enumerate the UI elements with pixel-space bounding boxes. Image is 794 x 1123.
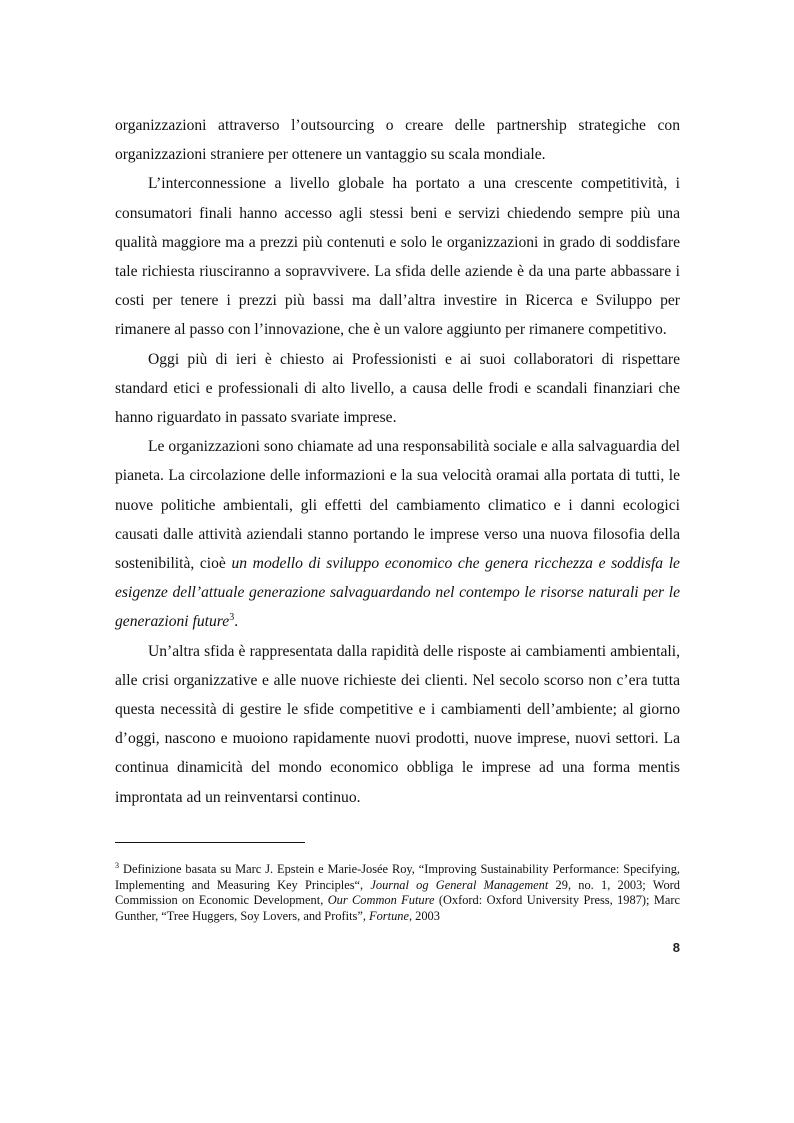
footnote-magazine: Fortune — [369, 908, 409, 923]
paragraph-3: Oggi più di ieri è chiesto ai Professionisti e ai suoi collaboratori di rispettare standard etici e professionali di alto livello, a causa delle frodi e scandali finanziari che hanno riguardato in passato svariate imprese. — [115, 350, 680, 427]
footnote-reference[interactable]: 3 — [229, 612, 235, 624]
footnote-text-3: (Oxford: Oxford University Press, 1987); Marc Gunther, “Tree Huggers, Soy Lovers, and Profits”, — [115, 893, 680, 923]
sustainability-definition: un modello di sviluppo economico che genera ricchezza e soddisfa le esigenze dell’attuale generazione salvaguardando nel contempo le risorse naturali per le generazioni future — [115, 555, 680, 631]
footnote-book-title: Our Common Future — [327, 893, 435, 908]
footnote-text-2: 29, no. 1, 2003; Word Commission on Economic Development, — [115, 877, 680, 908]
paragraph-5: Un’altra sfida è rappresentata dalla rapidità delle risposte ai cambiamenti ambientali, alle crisi organizzative e alle nuove richieste dei clienti. Nel secolo scorso non c’era tutta questa necessità di gestire le sfide competitive e i cambiamenti dell’ambiente; al giorno d’oggi, nascono e muoiono rapidamente nuovi prodotti, nuove imprese, nuovi settori. La continua dinamicità del mondo economico obbliga le imprese ad una forma mentis improntata ad un reinventarsi continuo. — [115, 642, 680, 806]
page-number: 8 — [672, 940, 680, 955]
footnote-text-4: , 2003 — [408, 908, 440, 923]
footnote-separator — [115, 842, 305, 843]
footnote-text-1: Definizione basata su Marc J. Epstein e Marie-Josée Roy, “Improving Sustainability Performance: Specifying, Implementing and Measuring Key Principles“, — [115, 862, 680, 892]
footnote — [115, 862, 680, 924]
paragraph-4-end: . — [234, 613, 239, 631]
footnote-number: 3 — [115, 860, 119, 870]
footnote-journal: Journal og General Management — [370, 877, 549, 892]
paragraph-1: organizzazioni attraverso l’outsourcing o creare delle partnership strategiche con organizzazioni straniere per ottenere un vantaggio su scala mondiale. — [115, 117, 680, 164]
paragraph-2: L’interconnessione a livello globale ha portato a una crescente competitività, i consumatori finali hanno accesso agli stessi beni e servizi chiedendo sempre più una qualità maggiore ma a prezzi più contenuti e solo le organizzazioni in grado di soddisfare tale richiesta riusciranno a sopravvivere. La sfida delle aziende è da una parte abbassare i costi per tenere i prezzi più bassi ma dall’altra investire in Ricerca e Sviluppo per rimanere al passo con l’innovazione, che è un valore aggiunto per rimanere competitivo. — [115, 175, 680, 339]
paragraph-4 — [115, 432, 680, 636]
paragraph-4-text: Le organizzazioni sono chiamate ad una responsabilità sociale e alla salvaguardia del pianeta. La circolazione delle informazioni e la sua velocità oramai alla portata di tutti, le nuove politiche ambientali, gli effetti del cambiamento climatico e i danni ecologici causati dalle attività aziendali stanno portando le imprese verso una nuova filosofia della sostenibilità, cioè — [115, 438, 680, 573]
body-text — [115, 111, 680, 812]
